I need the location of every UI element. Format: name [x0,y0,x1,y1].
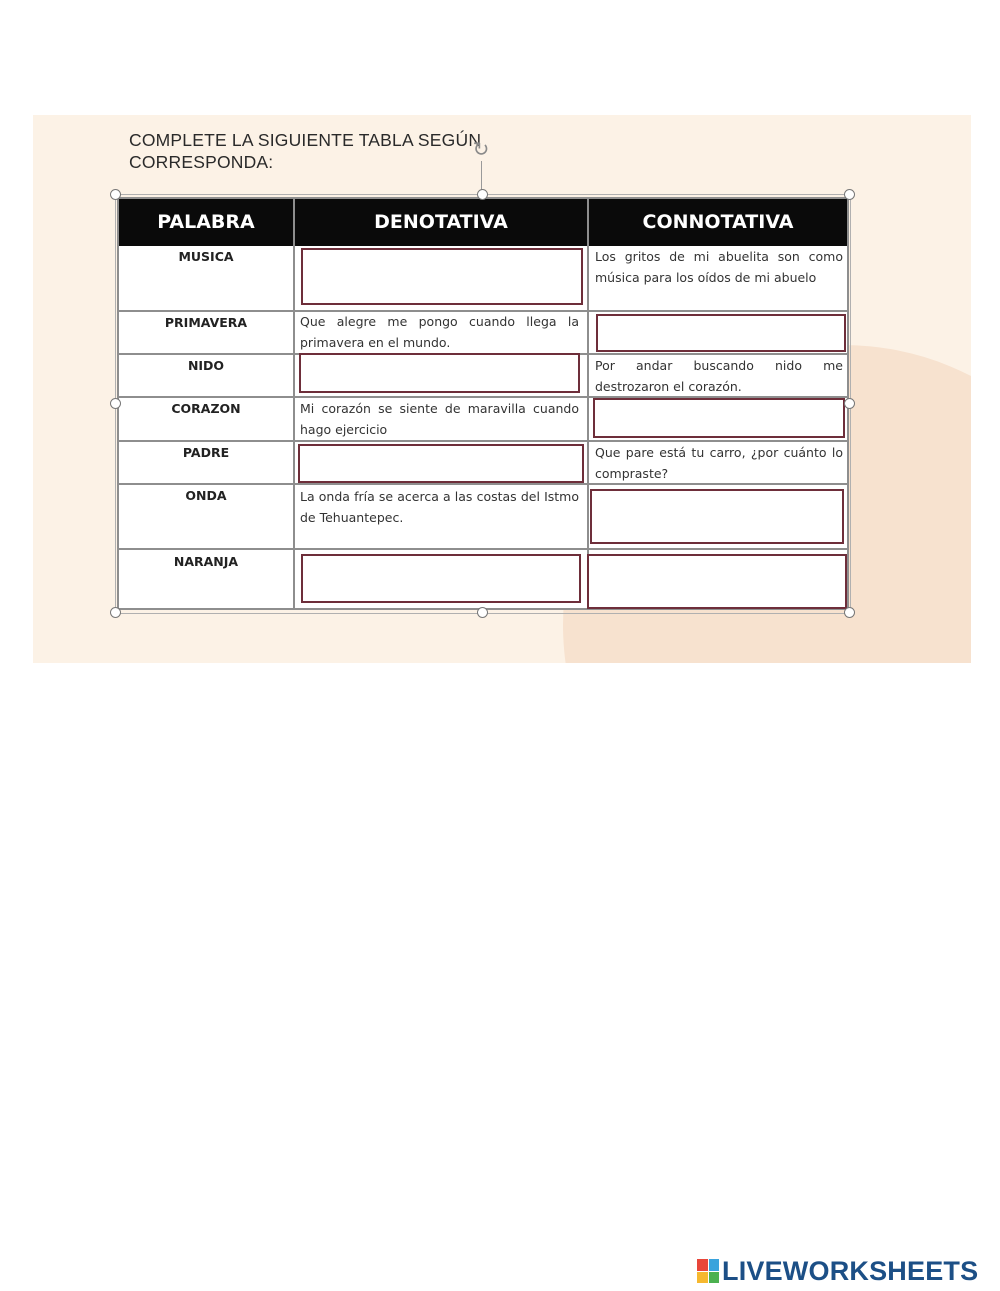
connotativa-musica: Los gritos de mi abuelita son como música para los oídos de mi abuelo [595,249,843,285]
instructions-text: COMPLETE LA SIGUIENTE TABLA SEGÚN CORRESPONDA: [129,130,482,172]
resize-handle-right[interactable] [844,398,855,409]
answer-box-nido-denotativa[interactable] [299,353,580,393]
header-palabra: PALABRA [119,199,293,246]
answer-box-corazon-connotativa[interactable] [593,398,845,438]
connotativa-nido: Por andar buscando nido me destrozaron el corazón. [595,358,843,394]
vocabulary-table [117,197,849,610]
resize-handle-top[interactable] [477,189,488,200]
row-divider [119,548,847,550]
header-denotativa: DENOTATIVA [295,199,587,246]
resize-handle-bottom-left[interactable] [110,607,121,618]
word-nido: NIDO [187,358,225,373]
resize-handle-bottom[interactable] [477,607,488,618]
column-divider [587,199,589,608]
answer-box-padre-denotativa[interactable] [298,444,584,483]
denotativa-primavera: Que alegre me pongo cuando llega la primavera en el mundo. [300,314,579,350]
worksheet-image [33,115,971,663]
resize-handle-top-right[interactable] [844,189,855,200]
answer-box-onda-connotativa[interactable] [590,489,844,544]
answer-box-naranja-connotativa[interactable] [587,554,847,609]
word-corazon: CORAZON [171,401,241,416]
answer-box-musica-denotativa[interactable] [301,248,583,305]
denotativa-onda: La onda fría se acerca a las costas del Istmo de Tehuantepec. [300,489,579,525]
word-onda: ONDA [185,488,227,503]
word-primavera: PRIMAVERA [164,315,248,330]
answer-box-primavera-connotativa[interactable] [596,314,846,352]
liveworksheets-logo[interactable] [697,1256,978,1286]
word-naranja: NARANJA [173,554,239,569]
rotate-icon[interactable]: ↻ [472,139,490,161]
header-connotativa: CONNOTATIVA [589,199,847,246]
resize-handle-bottom-right[interactable] [844,607,855,618]
denotativa-corazon: Mi corazón se siente de maravilla cuando hago ejercicio [300,401,579,437]
column-divider [293,199,295,608]
liveworksheets-logo-icon [697,1259,719,1283]
resize-handle-top-left[interactable] [110,189,121,200]
word-musica: MUSICA [178,249,234,264]
resize-handle-left[interactable] [110,398,121,409]
answer-box-naranja-denotativa[interactable] [301,554,581,603]
word-padre: PADRE [182,445,230,460]
brand-name: LIVEWORKSHEETS [722,1255,979,1286]
connotativa-padre: Que pare está tu carro, ¿por cuánto lo compraste? [595,445,843,481]
